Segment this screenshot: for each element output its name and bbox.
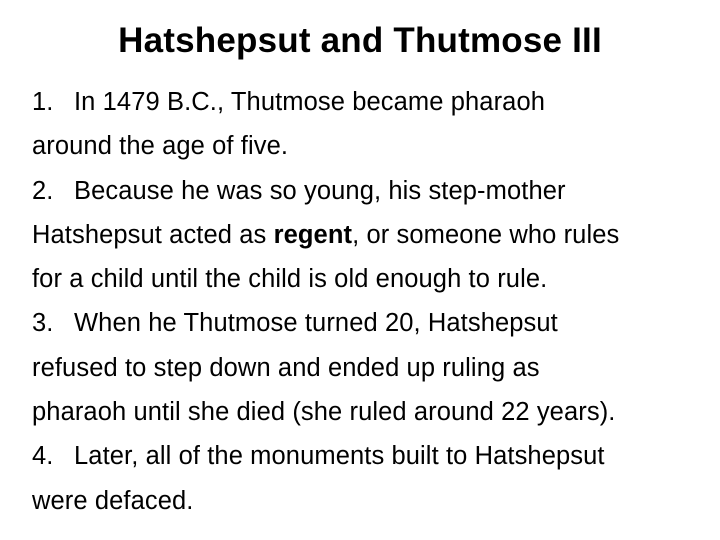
list-item-2-line-1 [32, 169, 707, 213]
regent-term: regent [273, 220, 353, 249]
list-item-2-text-2a: Hatshepsut acted as [32, 220, 274, 249]
list-item-2-text-2b: , or someone who rules [352, 220, 620, 249]
list-item-1-text-1: In 1479 B.C., Thutmose became pharaoh [74, 88, 546, 116]
list-item-3-line-3: pharaoh until she died (she ruled around 22 years). [32, 398, 616, 427]
list-item-4-line-1 [32, 434, 707, 478]
list-item-2-number: 2. [32, 176, 54, 205]
list-item-3-line-2: refused to step down and ended up ruling as [32, 353, 540, 382]
list-item-1-line-1 [32, 80, 707, 124]
list-item-2-text-1: Because he was so young, his step-mother [74, 176, 566, 205]
slide-title: Hatshepsut and Thutmose III [118, 21, 602, 60]
list-item-3-line-1 [32, 301, 707, 345]
slide-body [32, 80, 707, 523]
list-item-1-line-2: around the age of five. [32, 132, 289, 161]
list-item-3-text-1: When he Thutmose turned 20, Hatshepsut [74, 309, 558, 338]
list-item-2-line-3: for a child until the child is old enough to rule. [32, 265, 548, 294]
list-item-4-text-1: Later, all of the monuments built to Hatshepsut [74, 442, 605, 471]
list-item-4-number: 4. [32, 442, 54, 471]
list-item-2-line-2 [32, 213, 707, 257]
list-item-1-number: 1. [32, 88, 54, 116]
list-item-3-number: 3. [32, 309, 54, 338]
list-item-4-line-2: were defaced. [32, 486, 194, 515]
